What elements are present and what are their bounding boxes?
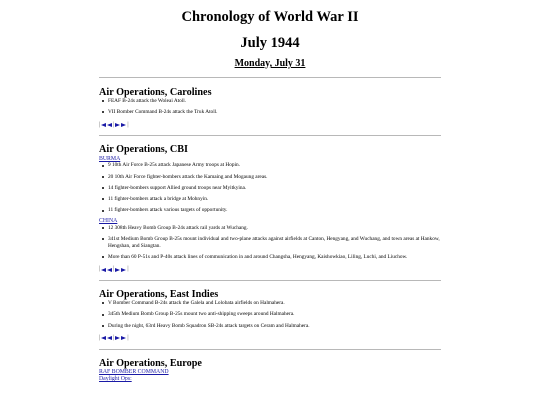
list-item: 341st Medium Bomb Group B-25s mount individual and two-plane attacks against airfields at Canton, Hengyang, and Wuchang, and town areas at Hankow, Hengshan, and Siangtan.	[108, 236, 444, 249]
event-list	[99, 98, 444, 116]
list-item: 11 fighter-bombers attack a bridge at Mohnyin.	[108, 196, 444, 203]
up-icon[interactable]	[107, 123, 112, 127]
last-icon[interactable]	[121, 268, 126, 272]
divider-top	[99, 77, 441, 78]
subheading-china[interactable]: CHINA	[99, 218, 118, 225]
subheading-daylight[interactable]: Daylight Ops:	[99, 376, 132, 383]
section-nav: | | |	[99, 121, 129, 128]
list-item: VII Bomber Command B-24s attack the Truk Atoll.	[108, 109, 444, 116]
subheading-raf[interactable]: RAF BOMBER COMMAND	[99, 369, 169, 376]
divider	[99, 135, 441, 136]
section-carolines	[99, 87, 444, 129]
section-heading: Air Operations, CBI	[99, 144, 188, 156]
list-item: V Bomber Command B-24s attack the Galela and Lolobata airfields on Halmahera.	[108, 300, 444, 307]
section-heading: Air Operations, East Indies	[99, 289, 219, 301]
prev-icon[interactable]	[101, 123, 106, 127]
subheading-burma[interactable]: BURMA	[99, 155, 121, 162]
section-nav: | | |	[99, 266, 129, 273]
section-heading: Air Operations, Europe	[99, 357, 202, 369]
list-item: 9 10th Air Force B-25s attack Japanese Army troops at Hopin.	[108, 162, 444, 169]
section-cbi	[99, 144, 444, 274]
up-icon[interactable]	[107, 268, 112, 272]
page-month: July 1944	[240, 35, 300, 51]
chronology-content	[99, 87, 444, 383]
event-list	[99, 300, 444, 329]
list-item: 14 fighter-bombers support Allied ground troops near Myitkyina.	[108, 185, 444, 192]
list-item: More than 60 P-51s and P-40s attack lines of communication in and around Changsha, Hengyang, Kaishowkiao, Liling, Luchi, and Liuchow.	[108, 254, 444, 261]
section-nav: | | |	[99, 334, 129, 341]
list-item: 11 fighter-bombers attack various targets of opportunity.	[108, 207, 444, 214]
last-icon[interactable]	[121, 336, 126, 340]
prev-icon[interactable]	[101, 336, 106, 340]
up-icon[interactable]	[107, 336, 112, 340]
event-list	[99, 225, 444, 261]
list-item: 12 308th Heavy Bomb Group B-24s attack rail yards at Wuchang.	[108, 225, 444, 232]
next-icon[interactable]	[115, 268, 120, 272]
page-date: Monday, July 31	[234, 58, 306, 69]
list-item: During the night, 63rd Heavy Bomb Squadron SB-24s attack targets on Ceram and Halmahera.	[108, 323, 444, 330]
event-list	[99, 162, 444, 213]
next-icon[interactable]	[115, 336, 120, 340]
section-east-indies	[99, 289, 444, 343]
divider	[99, 349, 441, 350]
next-icon[interactable]	[115, 123, 120, 127]
section-europe	[99, 358, 444, 383]
section-heading: Air Operations, Carolines	[99, 87, 212, 98]
list-item: 345th Medium Bomb Group B-25s mount two anti-shipping sweeps around Halmahera.	[108, 311, 444, 318]
list-item: FEAF B-24s attack the Woleai Atoll.	[108, 98, 444, 105]
last-icon[interactable]	[121, 123, 126, 127]
divider	[99, 280, 441, 281]
list-item: 20 10th Air Force fighter-bombers attack the Kamaing and Mogaung areas.	[108, 174, 444, 181]
page-title: Chronology of World War II	[181, 9, 359, 25]
prev-icon[interactable]	[101, 268, 106, 272]
